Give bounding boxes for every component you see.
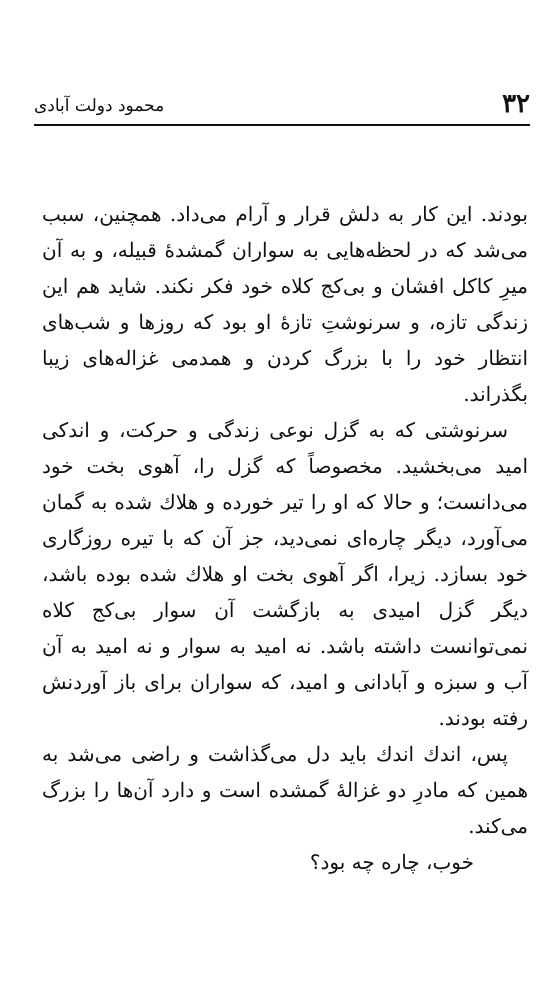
page-header — [34, 88, 530, 122]
running-head-author: محمود دولت آبادی — [34, 96, 165, 116]
paragraph-1: بودند. این کار به دلش قرار و آرام می‌داد. همچنین، سبب می‌شد که در لحظه‌هایی به سواران گمشدهٔ قبیله، و به آن میرِ کاکل افشان و بی‌کج کلاه خود فکر نکند. شاید هم این زندگی تازه، و سرنوشتِ تازهٔ او بود که روزها و شب‌های انتظار خود را با بزرگ کردن و همدمی غزاله‌های زیبا بگذراند. — [42, 202, 529, 406]
page-number: ۳۲ — [502, 89, 530, 119]
header-rule — [34, 124, 530, 126]
paragraph-3: پس، اندك اندك باید دل می‌گذاشت و راضی می‌شد به همین که مادرِ دو غزالهٔ گمشده است و دارد آن‌ها را بزرگ می‌کند. — [42, 742, 528, 838]
paragraph-4: خوب، چاره چه بود؟ — [309, 850, 474, 874]
paragraph-2: سرنوشتی که به گزل نوعی زندگی و حرکت، و اندکی امید می‌بخشید. مخصوصاً که گزل را، آهوی بخت خود می‌دانست؛ و حالا که او را تیر خورده و هلاك شده به گمان می‌آورد، دیگر چاره‌ای نمی‌دید، جز آن که با تیره روزگاری خود بسازد. زیرا، اگر آهوی بخت او هلاك شده بوده باشد، دیگر گزل امیدی به بازگشت آن سوار بی‌کج کلاه نمی‌توانست داشته باشد. نه امید به سوار و نه امید به آن آب و سبزه و آبادانی و امید، که سواران برای باز آوردنش رفته بودند. — [42, 418, 528, 730]
body-text — [42, 196, 528, 880]
